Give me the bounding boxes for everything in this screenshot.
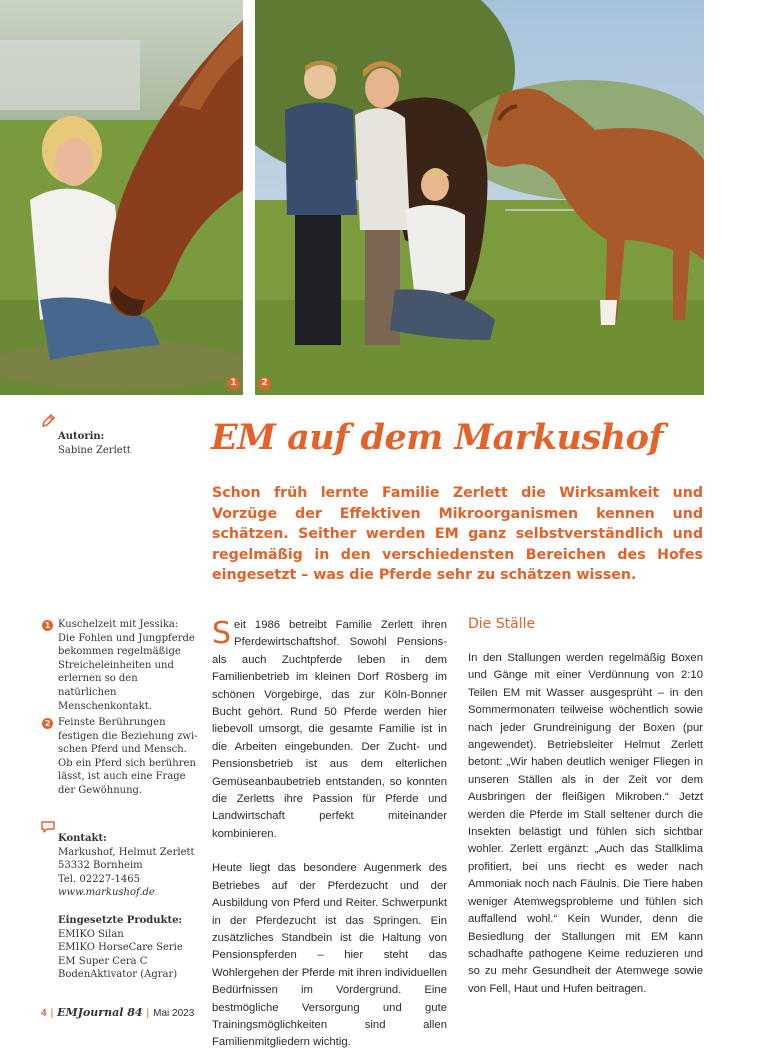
caption-line: lässt, ist auch eine Frage — [58, 771, 186, 783]
caption-1 — [58, 618, 198, 713]
author-label: Autorin: — [58, 431, 105, 442]
author-block — [58, 430, 198, 457]
article-lead: Schon früh lernte Familie Zerlett die Wirksamkeit und Vorzüge der Effektiven Mikroorganismen kennen und schätzen. Seither werden EM ganz selbstverständlich und regelmäßig in den verschiedensten Bereichen des Hofes eingesetzt – was die Pferde sehr zu schätzen wissen. — [212, 485, 703, 583]
paragraph-text: eit 1986 betreibt Familie Zerlett ihren Pferdewirtschaftshof. Sowohl Pensions- als auch Zuchtpferde leben in dem Familienbetrieb im kleinen Dorf Rösberg im schönen Vorgebirge, das zur Köln-Bonner Bucht gehört. Rund 50 Pferde werden hier liebevoll umsorgt, die gesamte Familie ist in die Arbeiten eingebunden. Der Zucht- und Pensionsbetrieb ist aus dem elterlichen Gemüseanbaubetrieb entstanden, so konnten die Zerletts ihre Passion für Pferde und Landwirtschaft perfekt miteinander kombinieren. — [212, 619, 447, 840]
caption-line: festigen die Beziehung zwi- — [58, 730, 198, 742]
contact-line: 53332 Bornheim — [58, 860, 143, 872]
pencil-icon — [40, 413, 56, 429]
product-item: BodenAktivator (Agrar) — [58, 969, 178, 981]
photo-badge-2: 2 — [258, 377, 271, 390]
products-block — [58, 914, 208, 982]
journal-em: EM — [57, 1006, 78, 1019]
caption-number-2: 2 — [42, 718, 53, 729]
contact-line: Markushof, Helmut Zerlett — [58, 846, 195, 858]
products-label: Eingesetzte Produkte: — [58, 915, 183, 926]
footer-separator: | — [146, 1008, 150, 1019]
contact-line: Tel. 02227-1465 — [58, 873, 141, 885]
journal-name: Journal 84 — [77, 1006, 143, 1019]
caption-line: bekommen regelmäßige — [58, 646, 181, 658]
caption-line: Streicheleinheiten und — [58, 659, 174, 671]
caption-line: der Gewöhnung. — [58, 784, 143, 796]
page-number: 4 — [41, 1008, 47, 1019]
product-item: EMIKO HorseCare Serie — [58, 942, 183, 954]
caption-line: schen Pferd und Mensch. — [58, 744, 187, 756]
caption-line: Feinste Berührungen — [58, 717, 166, 728]
article-column-1 — [212, 617, 447, 1052]
caption-line: Kuschelzeit mit Jessika: — [58, 619, 179, 630]
footer-separator: | — [50, 1008, 54, 1019]
author-name: Sabine Zerlett — [58, 444, 131, 456]
paragraph-3: In den Stallungen werden regelmäßig Boxen und Gänge mit einer Verdünnung von 2:10 Teilen EM mit Wasser ausgesprüht – in den Sommermonaten teilweise wöchentlich sowie nach jeder Grundreinigung der Boxen (pur angewendet). Betriebsleiter Helmut Zerlett betont: „Wir haben deutlich weniger Fliegen in unseren Ställen als in der Zeit vor dem Ausbringen der fleißigen Mikroben.“ Jetzt werden die Pferde im Stall seltener durch die Insekten belästigt und fühlen sich sichtbar wohler. Zerlett ergänzt: „Auch das Stallklima profitiert, bei uns riecht es weder nach Ammoniak noch nach Fäulnis. Die Tiere haben weniger Atemwegsprobleme und fühlen sich auffallend wohl.“ Kein Wunder, denn die Besiedlung der Stallungen mit EM kann schadhafte pathogene Keime reduzieren und so zu mehr Gesundheit der Atemwege sowie von Fell, Haut und Hufen beitragen. — [468, 652, 703, 995]
drop-cap: S — [212, 616, 232, 651]
photo-family-with-horses — [255, 0, 704, 395]
caption-line: Ob ein Pferd sich berühren — [58, 757, 196, 769]
photo-badge-1: 1 — [227, 377, 240, 390]
product-item: EMIKO Silan — [58, 928, 124, 940]
section-heading-staelle: Die Ställe — [468, 616, 536, 632]
caption-line: Menschenkontakt. — [58, 700, 152, 712]
caption-line: Die Fohlen und Jungpferde — [58, 632, 195, 644]
issue-date: Mai 2023 — [153, 1008, 195, 1019]
product-item: EM Super Cera C — [58, 955, 148, 967]
contact-block — [58, 832, 208, 900]
speech-bubble-icon — [40, 819, 56, 835]
contact-url[interactable]: www.markushof.de — [58, 887, 155, 899]
page-footer — [41, 1006, 194, 1019]
caption-2 — [58, 716, 198, 798]
caption-line: erlernen so den natürlichen — [58, 673, 138, 698]
article-column-2 — [468, 650, 703, 998]
paragraph-1 — [212, 617, 447, 843]
article-title: EM auf dem Markushof — [211, 417, 664, 458]
contact-label: Kontakt: — [58, 833, 107, 844]
caption-number-1: 1 — [42, 620, 53, 631]
paragraph-2: Heute liegt das besondere Augenmerk des Betriebes auf der Pferdezucht und der Ausbildung von Pferd und Reiter. Schwerpunkt in der Pferdezucht ist das Springen. Ein zusätzliches Standbein ist die Haltung von Pensionspferden – hier steht das Wohlergehen der Pferde mit ihren individuellen Bedürfnissen im Vordergrund. Eine bestmögliche Versorgung und gute Trainingsmöglichkeiten sind allen Familienmitgliedern wichtig. — [212, 862, 447, 1049]
photo-woman-with-horse — [0, 0, 243, 395]
